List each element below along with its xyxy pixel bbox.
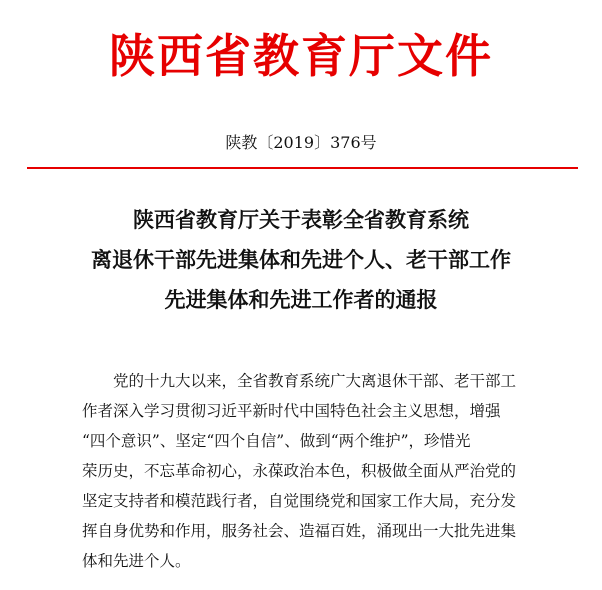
document-title-line-2: 离退休干部先进集体和先进个人、老干部工作: [91, 247, 511, 272]
document-title-line-1: 陕西省教育厅关于表彰全省教育系统: [133, 207, 469, 232]
body-line-6: 挥自身优势和作用，服务社会、造福百姓，涌现出一大批先进集: [82, 522, 517, 540]
body-line-2: 作者深入学习贯彻习近平新时代中国特色社会主义思想，增强: [82, 402, 501, 420]
body-line-3: “四个意识”、坚定“四个自信”、做到“两个维护”，珍惜光: [82, 432, 471, 450]
document-title-line-3: 先进集体和先进工作者的通报: [164, 287, 438, 312]
document-body: [82, 366, 522, 576]
document-header-title: 陕西省教育厅文件: [109, 29, 493, 83]
body-line-7: 体和先进个人。: [82, 552, 191, 570]
body-line-5: 坚定支持者和模范践行者，自觉围绕党和国家工作大局，充分发: [82, 492, 517, 510]
red-divider-line: [27, 167, 578, 169]
body-line-4: 荣历史，不忘革命初心，永葆政治本色，积极做全面从严治党的: [82, 462, 517, 480]
document-title: [0, 200, 602, 320]
body-line-1: 党的十九大以来，全省教育系统广大离退休干部、老干部工: [113, 372, 517, 390]
document-number: 陕教〔2019〕376号: [225, 133, 377, 152]
